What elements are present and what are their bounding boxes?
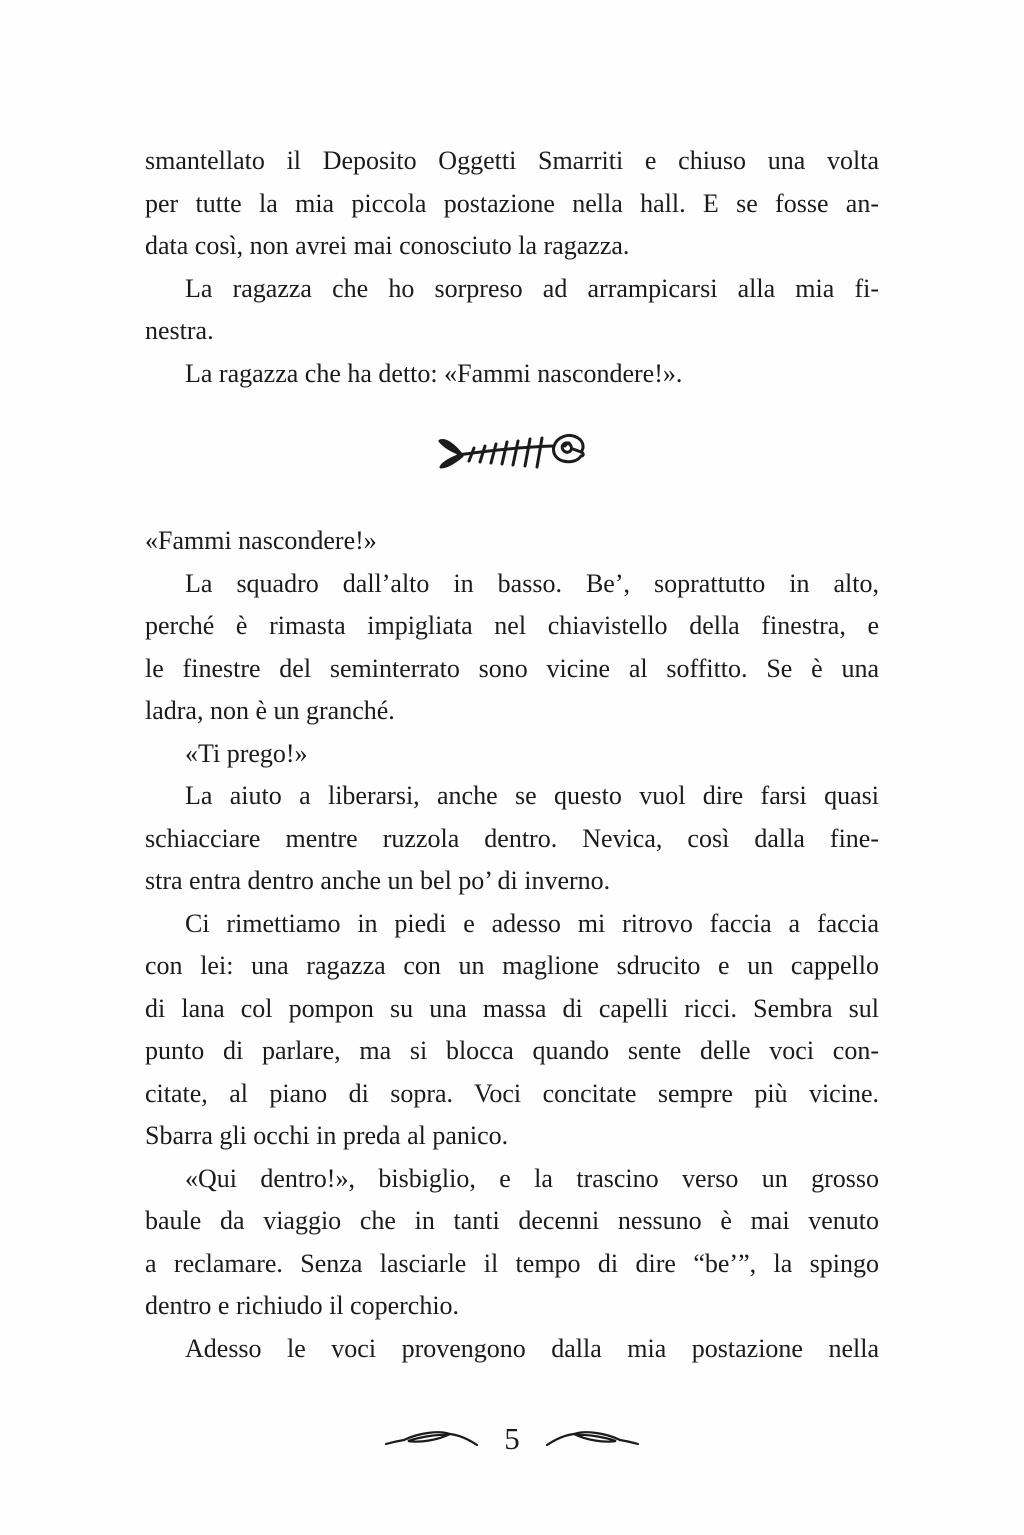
text-line: La ragazza che ha detto: «Fammi nascondere!». bbox=[185, 358, 683, 388]
text-line: schiacciare mentre ruzzola dentro. Nevica, così dalla fine- bbox=[145, 823, 879, 853]
fishbone-icon bbox=[436, 429, 588, 482]
page-footer bbox=[0, 1410, 1024, 1470]
text-line: per tutte la mia piccola postazione nella hall. E se fosse an- bbox=[145, 188, 879, 218]
text-line: «Ti prego!» bbox=[185, 738, 308, 768]
text-line: La ragazza che ho sorpreso ad arrampicarsi alla mia fi- bbox=[185, 273, 879, 303]
text-column bbox=[145, 0, 879, 1535]
text-line: Ci rimettiamo in piedi e adesso mi ritrovo faccia a faccia bbox=[185, 908, 879, 938]
text-line: ladra, non è un granché. bbox=[145, 696, 395, 725]
text-line: baule da viaggio che in tanti decenni nessuno è mai venuto bbox=[145, 1206, 879, 1235]
text-line: data così, non avrei mai conosciuto la ragazza. bbox=[145, 231, 630, 260]
text-line: La aiuto a liberarsi, anche se questo vuol dire farsi quasi bbox=[185, 781, 879, 810]
text-line: nestra. bbox=[145, 316, 214, 345]
page-number: 5 bbox=[504, 1420, 520, 1456]
text-line: di lana col pompon su una massa di capelli ricci. Sembra sul bbox=[145, 993, 879, 1023]
flourish-right-icon bbox=[544, 1427, 640, 1453]
text-line: perché è rimasta impigliata nel chiavistello della finestra, e bbox=[145, 611, 879, 640]
text-line: stra entra dentro anche un bel po’ di inverno. bbox=[145, 866, 611, 895]
text-line: smantellato il Deposito Oggetti Smarriti e chiuso una volta bbox=[145, 146, 879, 175]
text-line: punto di parlare, ma si blocca quando sente delle voci con- bbox=[145, 1036, 879, 1065]
flourish-left-icon bbox=[384, 1427, 480, 1453]
text-line: La squadro dall’alto in basso. Be’, soprattutto in alto, bbox=[185, 568, 879, 598]
text-line: Adesso le voci provengono dalla mia postazione nella bbox=[185, 1333, 879, 1363]
text-line: a reclamare. Senza lasciarle il tempo di dire “be’”, la spingo bbox=[145, 1248, 879, 1278]
text-line: «Qui dentro!», bisbiglio, e la trascino verso un grosso bbox=[185, 1163, 879, 1193]
text-line: citate, al piano di sopra. Voci concitate sempre più vicine. bbox=[145, 1078, 879, 1108]
text-line: Sbarra gli occhi in preda al panico. bbox=[145, 1121, 509, 1150]
fishbone-divider bbox=[145, 430, 879, 480]
text-line: dentro e richiudo il coperchio. bbox=[145, 1291, 460, 1320]
paragraph-block-top bbox=[145, 140, 879, 395]
text-line: con lei: una ragazza con un maglione sdrucito e un cappello bbox=[145, 951, 879, 980]
paragraph-block-bottom bbox=[145, 520, 879, 1370]
text-line: «Fammi nascondere!» bbox=[145, 526, 377, 555]
text-line: le finestre del seminterrato sono vicine al soffitto. Se è una bbox=[145, 653, 879, 683]
